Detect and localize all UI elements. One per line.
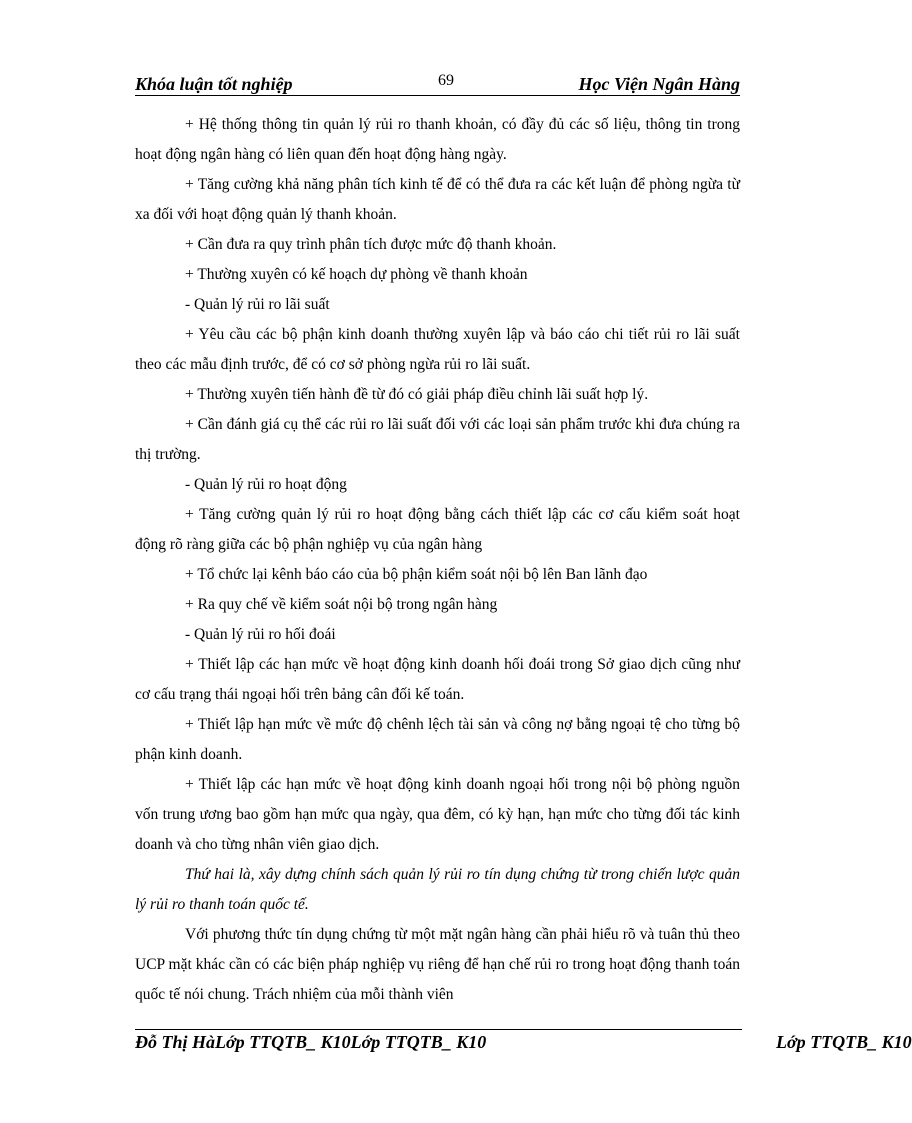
paragraph: + Thiết lập các hạn mức về hoạt động kinh doanh hối đoái trong Sở giao dịch cũng như cơ cấu trạng thái ngoại hối trên bảng cân đối kế toán. <box>135 656 740 703</box>
section-heading: - Quản lý rủi ro lãi suất <box>185 296 330 313</box>
page-number: 69 <box>438 72 454 89</box>
paragraph: + Yêu cầu các bộ phận kinh doanh thường xuyên lập và báo cáo chi tiết rủi ro lãi suất theo các mẫu định trước, để có cơ sở phòng ngừa rủi ro lãi suất. <box>135 326 740 373</box>
paragraph: Với phương thức tín dụng chứng từ một mặt ngân hàng cần phải hiểu rõ và tuân thủ theo UCP mặt khác cần có các biện pháp nghiệp vụ riêng để hạn chế rủi ro trong hoạt động thanh toán quốc tế nói chung. Trách nhiệm của mỗi thành viên <box>135 926 740 1003</box>
paragraph: + Tổ chức lại kênh báo cáo của bộ phận kiểm soát nội bộ lên Ban lãnh đạo <box>185 566 648 583</box>
paragraph: + Thiết lập các hạn mức về hoạt động kinh doanh ngoại hối trong nội bộ phòng nguồn vốn trung ương bao gồm hạn mức qua ngày, qua đêm, có kỳ hạn, hạn mức cho từng đối tác kinh doanh và cho từng nhân viên giao dịch. <box>135 776 740 853</box>
paragraph: + Thiết lập hạn mức về mức độ chênh lệch tài sản và công nợ bằng ngoại tệ cho từng bộ phận kinh doanh. <box>135 716 740 763</box>
paragraph: + Thường xuyên tiến hành đề từ đó có giải pháp điều chỉnh lãi suất hợp lý. <box>185 386 649 403</box>
footer-author: Đỗ Thị HàLớp TTQTB_ K10Lớp TTQTB_ K10 <box>135 1032 487 1052</box>
paragraph: + Tăng cường khả năng phân tích kinh tế để có thể đưa ra các kết luận để phòng ngừa từ xa đối với hoạt động quản lý thanh khoản. <box>135 176 740 223</box>
thesis-title: Khóa luận tốt nghiệp <box>135 74 293 94</box>
paragraph: + Ra quy chế về kiểm soát nội bộ trong ngân hàng <box>185 596 498 613</box>
paragraph: + Cần đưa ra quy trình phân tích được mức độ thanh khoản. <box>185 236 557 253</box>
paragraph: + Hệ thống thông tin quản lý rủi ro thanh khoản, có đầy đủ các số liệu, thông tin trong hoạt động ngân hàng có liên quan đến hoạt động hàng ngày. <box>135 116 740 163</box>
body-text <box>135 110 740 1010</box>
paragraph: + Tăng cường quản lý rủi ro hoạt động bằng cách thiết lập các cơ cấu kiểm soát hoạt động rõ ràng giữa các bộ phận nghiệp vụ của ngân hàng <box>135 506 740 553</box>
footer-rule <box>135 1029 742 1030</box>
footer-class: Lớp TTQTB_ K10 <box>776 1032 912 1052</box>
italic-heading: Thứ hai là, xây dựng chính sách quản lý rủi ro tín dụng chứng từ trong chiến lược quản lý rủi ro thanh toán quốc tế. <box>135 866 740 913</box>
institution-name: Học Viện Ngân Hàng <box>578 74 740 94</box>
section-heading: - Quản lý rủi ro hoạt động <box>185 476 347 493</box>
header-rule <box>135 95 740 96</box>
page-header <box>135 70 740 96</box>
paragraph: + Thường xuyên có kế hoạch dự phòng về thanh khoản <box>185 266 528 283</box>
paragraph: + Cần đánh giá cụ thể các rủi ro lãi suất đối với các loại sản phẩm trước khi đưa chúng ra thị trường. <box>135 416 740 463</box>
section-heading: - Quản lý rủi ro hối đoái <box>185 626 336 643</box>
page-footer <box>135 1032 912 1058</box>
